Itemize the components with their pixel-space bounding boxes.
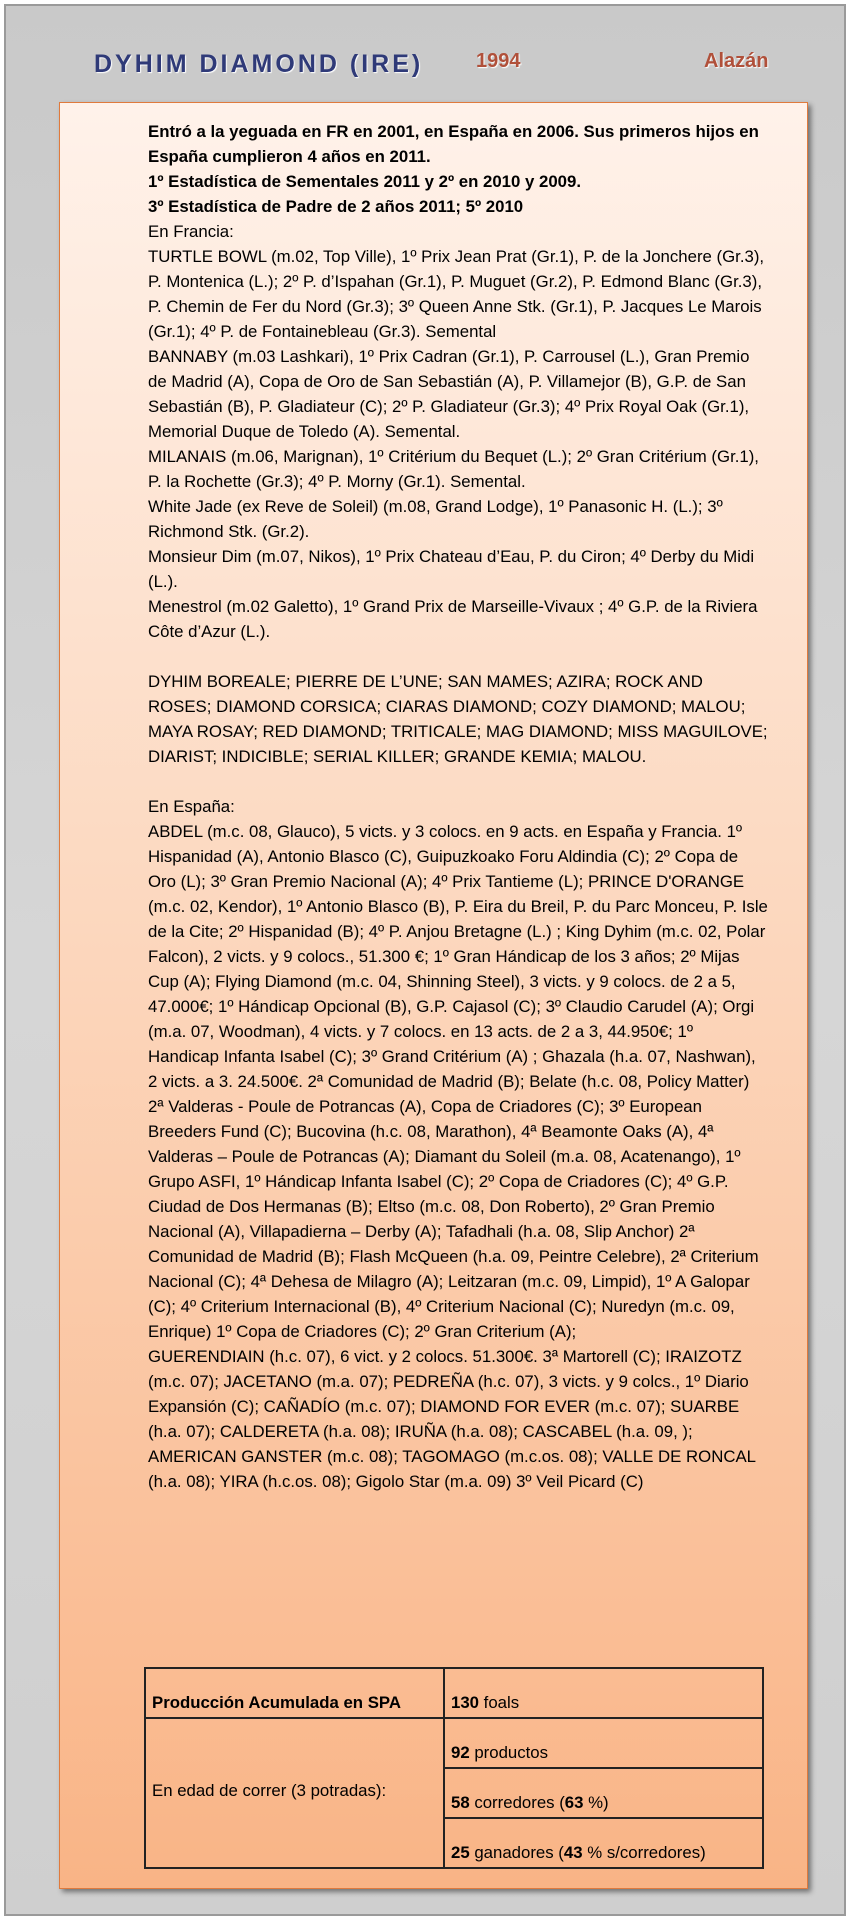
intro-line: 3º Estadística de Padre de 2 años 2011; 5º 2010 [148,197,524,216]
france-entry: Monsieur Dim (m.07, Nikos), 1º Prix Chateau d’Eau, P. du Ciron; 4º Derby du Midi (L.). [148,547,755,591]
page-frame [4,4,846,1916]
panel-content [148,119,768,1494]
france-entry: BANNABY (m.03 Lashkari), 1º Prix Cadran (Gr.1), P. Carrousel (L.), Gran Premio de Madrid (A), Copa de Oro de San Sebastián (A), P. Villamejor (B), G.P. de San Sebastián (B), P. Gladiateur (C); 2º P. Gladiateur (Gr.3); 4º Prix Royal Oak (Gr.1), Memorial Duque de Toledo (A). Semental. [148,347,750,441]
coat-color: Alazán [704,50,769,72]
birth-year: 1994 [476,50,521,72]
france-entry: White Jade (ex Reve de Soleil) (m.08, Grand Lodge), 1º Panasonic H. (L.); 3º Richmond Stk. (Gr.2). [148,497,723,541]
header [6,36,844,76]
france-entry: TURTLE BOWL (m.02, Top Ville), 1º Prix Jean Prat (Gr.1), P. de la Jonchere (Gr.3), P. Montenica (L.); 2º P. d’Ispahan (Gr.1), P. Muguet (Gr.2), P. Edmond Blanc (Gr.3), P. Chemin de Fer du Nord (Gr.3); 3º Queen Anne Stk. (Gr.1), P. Jacques Le Marois (Gr.1); 4º P. de Fontainebleau (Gr.3). Semental [148,247,765,341]
ganadores-cell: 25 ganadores (43 % s/corredores) [444,1818,763,1868]
productos-cell: 92 productos [444,1718,763,1768]
intro-line: Entró a la yeguada en FR en 2001, en España en 2006. Sus primeros hijos en España cumplieron 4 años en 2011. [148,122,759,166]
france-entry: Menestrol (m.02 Galetto), 1º Grand Prix de Marseille-Vivaux ; 4º G.P. de la Riviera Côte d’Azur (L.). [148,597,758,641]
production-table [144,1667,764,1869]
spain-list: GUERENDIAIN (h.c. 07), 6 vict. y 2 colocs. 51.300€. 3ª Martorell (C); IRAIZOTZ (m.c. 07); JACETANO (m.a. 07); PEDREÑA (h.c. 07), 3 victs. y 9 colcs., 1º Diario Expansión (C); CAÑADÍO (m.c. 07); DIAMOND FOR EVER (m.c. 07); SUARBE (h.a. 07); CALDERETA (h.a. 08); IRUÑA (h.a. 08); CASCABEL (h.a. 09, ); AMERICAN GANSTER (m.c. 08); TAGOMAGO (m.c.os. 08); VALLE DE RONCAL (h.a. 08); YIRA (h.c.os. 08); Gigolo Star (m.a. 09) 3º Veil Picard (C) [148,1347,756,1491]
france-heading: En Francia: [148,222,234,241]
corredores-cell: 58 corredores (63 %) [444,1768,763,1818]
spain-heading: En España: [148,797,235,816]
intro-line: 1º Estadística de Sementales 2011 y 2º en 2010 y 2009. [148,172,582,191]
france-other-offspring: DYHIM BOREALE; PIERRE DE L’UNE; SAN MAMES; AZIRA; ROCK AND ROSES; DIAMOND CORSICA; CIARAS DIAMOND; COZY DIAMOND; MALOU; MAYA ROSAY; RED DIAMOND; TRITICALE; MAG DIAMOND; MISS MAGUILOVE; DIARIST; INDICIBLE; SERIAL KILLER; GRANDE KEMIA; MALOU. [148,672,768,766]
info-panel [59,102,808,1889]
racing-age-label: En edad de correr (3 potradas): [145,1718,444,1868]
production-row [145,1668,763,1718]
horse-name: DYHIM DIAMOND (IRE) [94,50,424,78]
foals-cell: 130 foals [444,1668,763,1718]
spain-body: ABDEL (m.c. 08, Glauco), 5 victs. y 3 colocs. en 9 acts. en España y Francia. 1º Hispanidad (A), Antonio Blasco (C), Guipuzkoako Foru Aldindia (C); 2º Copa de Oro (L); 3º Gran Premio Nacional (A); 4º Prix Tantieme (L); PRINCE D'ORANGE (m.c. 02, Kendor), 1º Antonio Blasco (B), P. Eira du Breil, P. du Parc Monceu, P. Isle de la Cite; 2º Hispanidad (B); 4º P. Anjou Bretagne (L.) ; King Dyhim (m.c. 02, Polar Falcon), 2 victs. y 9 colocs., 51.300 €; 1º Gran Hándicap de los 3 años; 2º Mijas Cup (A); Flying Diamond (m.c. 04, Shinning Steel), 3 victs. y 9 colocs. de 2 a 5, 47.000€; 1º Hándicap Opcional (B), G.P. Cajasol (C); 3º Claudio Carudel (A); Orgi (m.a. 07, Woodman), 4 victs. y 7 colocs. en 13 acts. de 2 a 3, 44.950€; 1º Handicap Infanta Isabel (C); 3º Grand Critérium (A) ; Ghazala (h.a. 07, Nashwan), 2 victs. a 3. 24.500€. 2ª Comunidad de Madrid (B); Belate (h.c. 08, Policy Matter) 2ª Valderas - Poule de Potrancas (A), Copa de Criadores (C); 3º European Breeders Fund (C); Bucovina (h.c. 08, Marathon), 4ª Beamonte Oaks (A), 4ª Valderas – Poule de Potrancas (A); Diamant du Soleil (m.a. 08, Acatenango), 1º Grupo ASFI, 1º Hándicap Infanta Isabel (C); 2º Copa de Criadores (C); 4º G.P. Ciudad de Dos Hermanas (B); Eltso (m.c. 08, Don Roberto), 2º Gran Premio Nacional (A), Villapadierna – Derby (A); Tafadhali (h.a. 08, Slip Anchor) 2ª Comunidad de Madrid (B); Flash McQueen (h.a. 09, Peintre Celebre), 2ª Criterium Nacional (C); 4ª Dehesa de Milagro (A); Leitzaran (m.c. 09, Limpid), 1º A Galopar (C); 4º Criterium Internacional (B), 4º Criterium Nacional (C); Nuredyn (m.c. 09, Enrique) 1º Copa de Criadores (C); 2º Gran Criterium (A); [148,822,768,1341]
production-row [145,1718,763,1768]
spacer [148,644,768,669]
production-label: Producción Acumulada en SPA [145,1668,444,1718]
france-entry: MILANAIS (m.06, Marignan), 1º Critérium du Bequet (L.); 2º Gran Critérium (Gr.1), P. la Rochette (Gr.3); 4º P. Morny (Gr.1). Semental. [148,447,759,491]
spacer [148,769,768,794]
